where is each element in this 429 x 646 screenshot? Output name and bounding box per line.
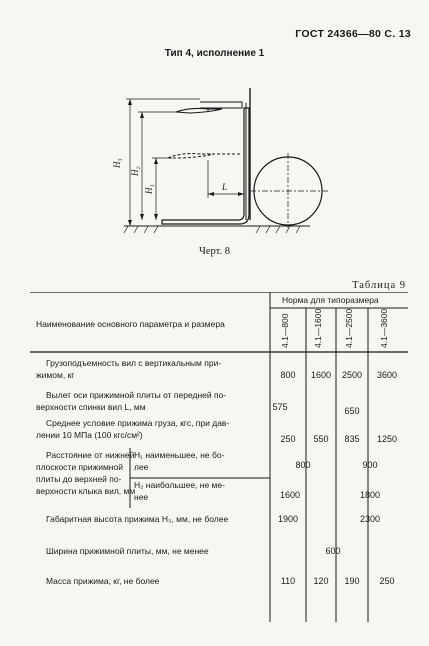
label-h1: H₁ — [144, 184, 154, 194]
distance-line1: Расстояние от нижней — [46, 450, 135, 460]
ground-hatching — [124, 226, 300, 233]
fork — [162, 108, 249, 224]
width-label: Ширина прижимной плиты, мм, не менее — [46, 546, 209, 556]
label-l: L — [222, 182, 228, 192]
overhang-800: 575 — [272, 402, 288, 412]
mass-3600: 250 — [379, 576, 395, 586]
page-header: ГОСТ 24366—80 С. 13 — [295, 28, 411, 40]
pressure-800: 250 — [280, 434, 296, 444]
h2-max-small: 1600 — [279, 490, 301, 500]
capacity-line1: Грузоподъемность вил с вертикальным при- — [46, 358, 222, 368]
h1-min-small: 800 — [295, 460, 311, 470]
distance-line3: плиты до верхней по- — [36, 474, 122, 484]
h1-line1: H₁ наименьшее, не бо- — [134, 450, 225, 460]
distance-line2: плоскости прижимной — [36, 462, 123, 472]
size-3600: 4.1—3600 — [379, 308, 389, 348]
overhang-rest: 650 — [344, 406, 360, 416]
pressure-2500: 835 — [344, 434, 360, 444]
pressure-3600: 1250 — [376, 434, 398, 444]
h1-min-large: 900 — [362, 460, 378, 470]
h2-line1: H₂ наибольшее, не ме- — [134, 480, 225, 490]
size-800: 4.1—800 — [280, 313, 290, 348]
mass-800: 110 — [280, 576, 296, 586]
mass-1600: 120 — [313, 576, 329, 586]
label-h2: H₂ — [130, 166, 140, 176]
figure-caption: Черт. 8 — [199, 246, 230, 257]
size-1600: 4.1—1600 — [313, 308, 323, 348]
height-large: 2300 — [359, 514, 381, 524]
h2-max-large: 1800 — [359, 490, 381, 500]
capacity-1600: 1600 — [310, 370, 332, 380]
technical-drawing — [110, 88, 330, 238]
height-label: Габаритная высота прижима H₃, мм, не более — [46, 514, 229, 524]
capacity-line2: жимом, кг — [36, 370, 75, 380]
overhang-line1: Вылет оси прижимной плиты от передней по- — [46, 390, 227, 400]
size-2500: 4.1—2500 — [344, 308, 354, 348]
table-label: Таблица 9 — [352, 280, 406, 291]
pressure-1600: 550 — [313, 434, 329, 444]
mass-2500: 190 — [344, 576, 360, 586]
clamp-plate-upper — [176, 108, 222, 113]
figure-title: Тип 4, исполнение 1 — [164, 48, 265, 59]
norm-header: Норма для типоразмера — [282, 295, 379, 305]
h2-line2: нее — [134, 492, 149, 502]
capacity-2500: 2500 — [341, 370, 363, 380]
dimension-lines — [126, 99, 244, 226]
pressure-line2: лении 10 МПа (100 кгс/см²) — [36, 430, 143, 440]
upper-arm — [200, 102, 242, 108]
param-header: Наименование основного параметра и размера — [36, 319, 225, 329]
capacity-3600: 3600 — [376, 370, 398, 380]
h1-line2: лее — [134, 462, 149, 472]
distance-line4: верхности клыка вил, мм — [36, 486, 136, 496]
overhang-line2: верхности спинки вил L, мм — [36, 402, 146, 412]
width-value: 600 — [325, 546, 341, 556]
mass-label: Масса прижима, кг, не более — [46, 576, 160, 586]
label-h3: H₃ — [112, 158, 122, 168]
height-small: 1900 — [277, 514, 299, 524]
spec-table — [30, 292, 408, 622]
capacity-800: 800 — [280, 370, 296, 380]
pressure-line1: Среднее условие прижима груза, кгс, при дав- — [46, 418, 230, 428]
